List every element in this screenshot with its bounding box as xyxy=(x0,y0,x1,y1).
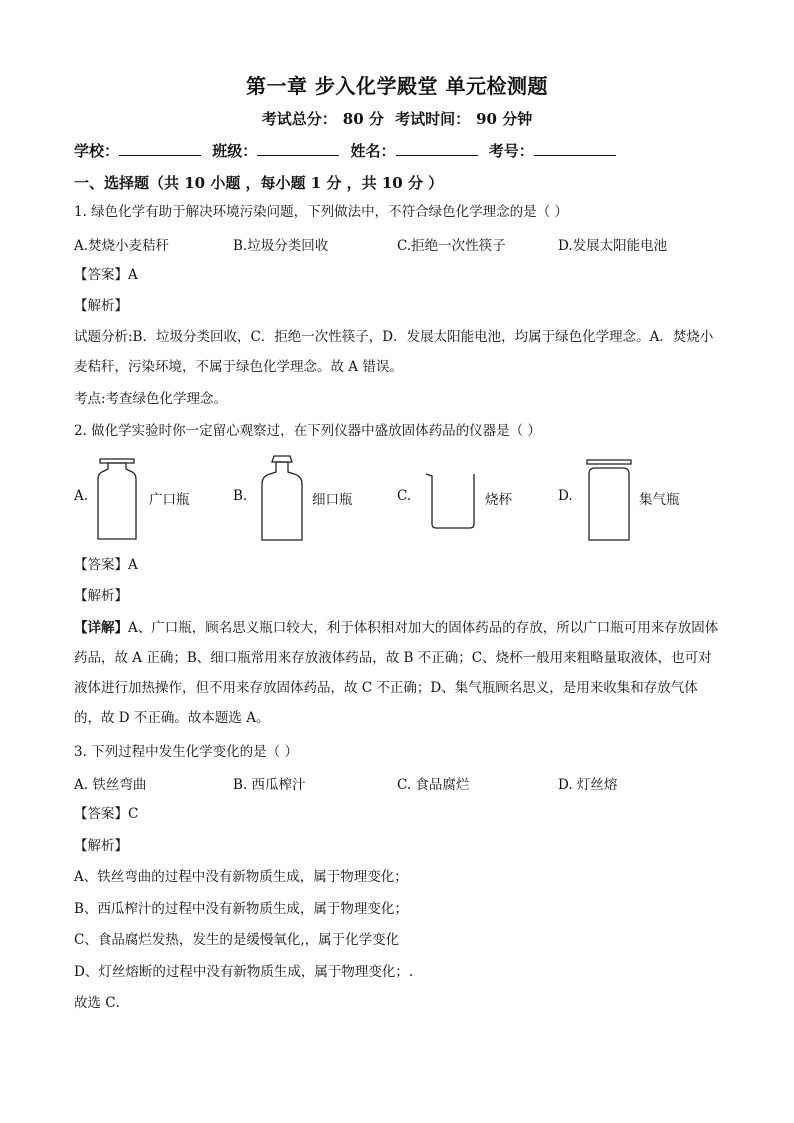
gas-collecting-bottle-icon xyxy=(585,456,633,544)
class-blank xyxy=(257,141,339,156)
q3-option-a: A. 铁丝弯曲 xyxy=(74,777,147,793)
q3-analysis-line-a: A、铁丝弯曲的过程中没有新物质生成，属于物理变化； xyxy=(74,869,408,885)
q2-detail xyxy=(74,613,724,733)
q3-analysis-line-c: C、食品腐烂发热，发生的是缓慢氧化,，属于化学变化 xyxy=(74,932,400,948)
exam-time-value: 90 分钟 xyxy=(476,110,533,128)
q1-stem: 1. 绿色化学有助于解决环境污染问题，下列做法中，不符合绿色化学理念的是（ ） xyxy=(74,204,568,220)
section-title: 一、选择题（共 10 小题 ，每小题 1 分 ，共 10 分 ） xyxy=(74,174,444,192)
q3-answer: 【答案】C xyxy=(74,806,139,822)
q2-option-d-letter: D. xyxy=(558,488,573,504)
school-blank xyxy=(119,141,201,156)
q3-option-c: C. 食品腐烂 xyxy=(397,777,470,793)
q2-option-c-name: 烧杯 xyxy=(485,492,512,508)
wide-mouth-bottle-icon xyxy=(94,455,140,543)
q1-point: 考点:考查绿色化学理念。 xyxy=(74,391,228,407)
number-label: 考号： xyxy=(488,142,534,160)
q2-stem: 2. 做化学实验时你一定留心观察过，在下列仪器中盛放固体药品的仪器是（ ） xyxy=(74,423,541,439)
class-label: 班级： xyxy=(212,142,258,160)
q2-option-b-letter: B. xyxy=(233,488,248,504)
q1-analysis: 试题分析:B．垃圾分类回收，C．拒绝一次性筷子，D．发展太阳能电池，均属于绿色化学理念。A．焚烧小麦秸秆，污染环境，不属于绿色化学理念。故 A 错误。 xyxy=(74,329,714,375)
exam-meta xyxy=(0,108,794,129)
q1-answer: 【答案】A xyxy=(74,267,138,283)
q2-option-c-letter: C. xyxy=(397,488,412,504)
q3-analysis-line-d: D、灯丝熔断的过程中没有新物质生成，属于物理变化；. xyxy=(74,964,414,980)
q2-option-d-name: 集气瓶 xyxy=(639,492,680,508)
q1-option-d: D.发展太阳能电池 xyxy=(558,238,668,254)
q1-option-b: B.垃圾分类回收 xyxy=(233,238,329,254)
q3-analysis-head: 【解析】 xyxy=(74,838,128,854)
q3-conclusion: 故选 C． xyxy=(74,995,130,1011)
name-label: 姓名： xyxy=(350,142,396,160)
name-blank xyxy=(396,141,478,156)
number-blank xyxy=(534,141,616,156)
q2-detail-text: A、广口瓶，顾名思义瓶口较大，利于体积相对加大的固体药品的存放，所以广口瓶可用来存放固体药品，故 A 正确；B、细口瓶常用来存放液体药品，故 B 不正确；C、烧杯一般用来粗略量取液体，也可对液体进行加热操作，但不用来存放固体药品，故 C 不正确；D、集气瓶顾名思义，是用来收集和存放气体的，故 D 不正确。故本题选 A。 xyxy=(74,620,719,726)
q2-option-a-letter: A. xyxy=(74,488,89,504)
total-score-label: 考试总分： xyxy=(261,110,337,128)
q2-analysis-head: 【解析】 xyxy=(74,588,128,604)
q2-option-a-name: 广口瓶 xyxy=(149,492,190,508)
q3-analysis-line-b: B、西瓜榨汁的过程中没有新物质生成，属于物理变化； xyxy=(74,901,408,917)
beaker-icon xyxy=(424,470,480,532)
school-label: 学校： xyxy=(74,142,120,160)
student-info-row xyxy=(74,140,622,161)
narrow-mouth-bottle-icon xyxy=(258,452,306,544)
q3-option-d: D. 灯丝熔 xyxy=(558,777,618,793)
q2-answer: 【答案】A xyxy=(74,557,138,573)
q1-option-a: A.焚烧小麦秸秆 xyxy=(74,238,170,254)
q1-analysis-head: 【解析】 xyxy=(74,298,128,314)
total-score-value: 80 分 xyxy=(342,110,384,128)
q1-option-c: C.拒绝一次性筷子 xyxy=(397,238,506,254)
q3-option-b: B. 西瓜榨汁 xyxy=(233,777,306,793)
page-title: 第一章 步入化学殿堂 单元检测题 xyxy=(246,74,548,98)
q3-stem: 3. 下列过程中发生化学变化的是（ ） xyxy=(74,744,298,760)
q2-option-b-name: 细口瓶 xyxy=(312,492,353,508)
exam-time-label: 考试时间： xyxy=(395,110,471,128)
q2-detail-label: 【详解】 xyxy=(74,620,128,636)
